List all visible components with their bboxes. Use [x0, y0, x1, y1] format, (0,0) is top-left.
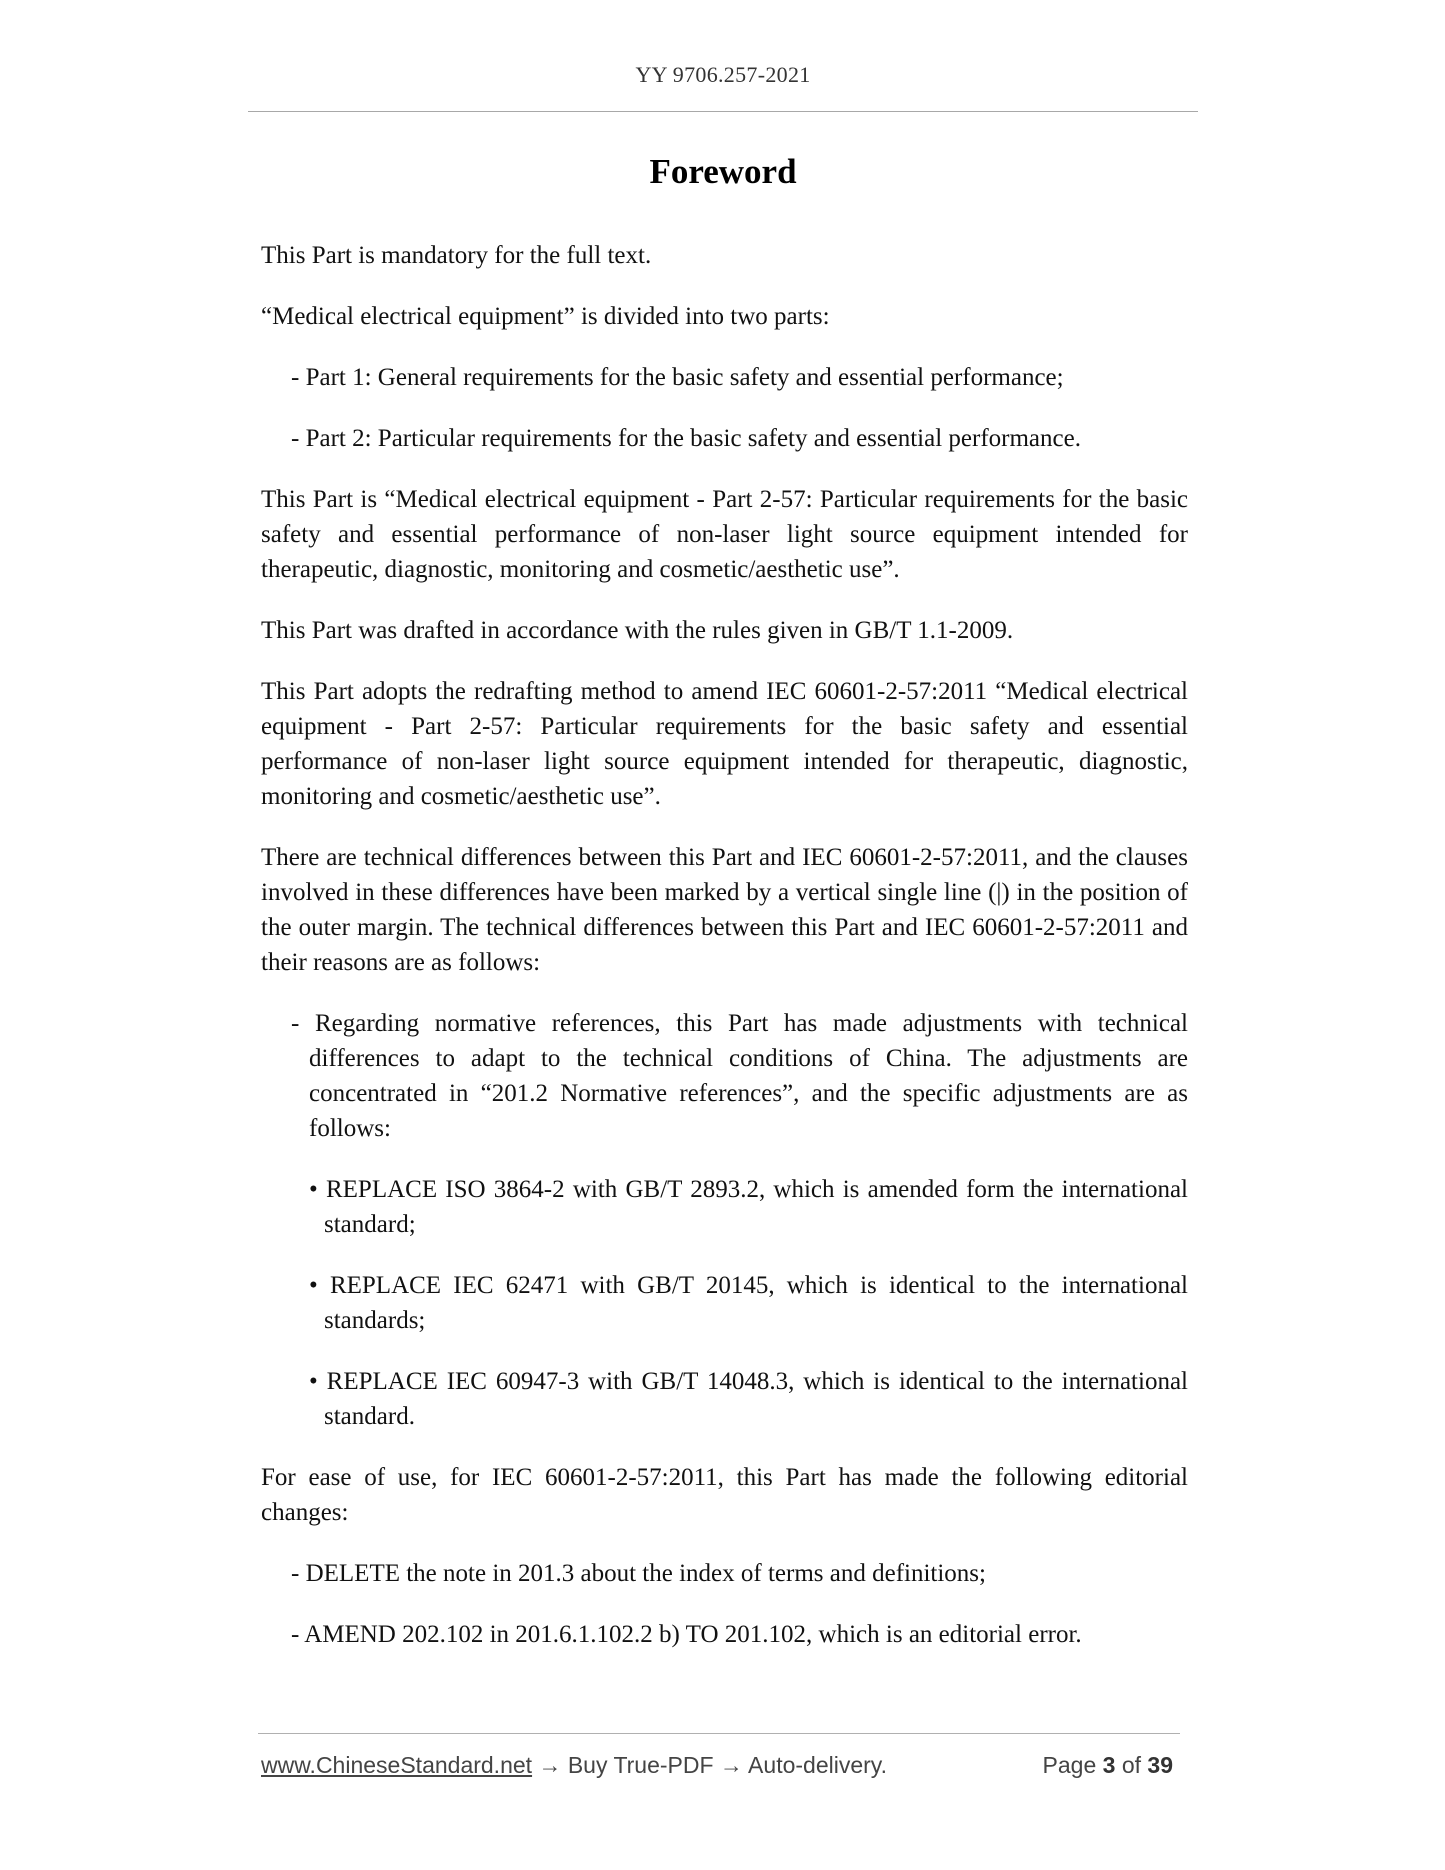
list-item-part-2: - Part 2: Particular requirements for the basic safety and essential performance.	[291, 425, 1081, 452]
total-pages-number: 39	[1147, 1752, 1173, 1778]
bullet-replace-iec-60947-3: • REPLACE IEC 60947-3 with GB/T 14048.3, which is identical to the international standard.	[309, 1368, 1188, 1430]
paragraph-redrafting-method: This Part adopts the redrafting method to amend IEC 60601-2-57:2011 “Medical electrical equipment - Part 2-57: Particular requirements for the basic safety and essential performance of non-laser light source equipment intended for therapeutic, diagnostic, monitoring and cosmetic/aesthetic use”.	[261, 678, 1188, 810]
footer-promo	[261, 1752, 887, 1779]
foreword-body	[261, 238, 1188, 1678]
list-item-delete-note: - DELETE the note in 201.3 about the index of terms and definitions;	[291, 1560, 986, 1587]
paragraph-mandatory: This Part is mandatory for the full text.	[261, 242, 652, 269]
site-link[interactable]: www.ChineseStandard.net	[261, 1752, 533, 1778]
header-divider	[248, 111, 1198, 112]
page-label: Page	[1042, 1752, 1103, 1778]
page-indicator	[1043, 1752, 1173, 1779]
footer-promo-text: → Buy True-PDF → Auto-delivery.	[532, 1752, 887, 1778]
bullet-replace-iec-62471: • REPLACE IEC 62471 with GB/T 20145, which is identical to the international standards;	[309, 1272, 1188, 1334]
page-title: Foreword	[649, 152, 797, 191]
of-label: of	[1115, 1752, 1148, 1778]
list-item-normative-references: - Regarding normative references, this Part has made adjustments with technical differences to adapt to the technical conditions of China. The adjustments are concentrated in “201.2 Normative references”, and the specific adjustments are as follows:	[291, 1010, 1188, 1142]
list-item-amend-reference: - AMEND 202.102 in 201.6.1.102.2 b) TO 201.102, which is an editorial error.	[291, 1621, 1082, 1648]
paragraph-drafting-rules: This Part was drafted in accordance with the rules given in GB/T 1.1-2009.	[261, 617, 1014, 644]
footer-divider	[258, 1733, 1180, 1734]
document-code-header: YY 9706.257-2021	[635, 62, 811, 87]
paragraph-part-title: This Part is “Medical electrical equipment - Part 2-57: Particular requirements for the basic safety and essential performance of non-laser light source equipment intended for therapeutic, diagnostic, monitoring and cosmetic/aesthetic use”.	[261, 486, 1188, 583]
bullet-replace-iso-3864-2: • REPLACE ISO 3864-2 with GB/T 2893.2, which is amended form the international standard;	[309, 1176, 1188, 1238]
paragraph-technical-differences: There are technical differences between this Part and IEC 60601-2-57:2011, and the clauses involved in these differences have been marked by a vertical single line (|) in the position of the outer margin. The technical differences between this Part and IEC 60601-2-57:2011 and their reasons are as follows:	[261, 844, 1188, 976]
paragraph-division: “Medical electrical equipment” is divided into two parts:	[261, 303, 830, 330]
paragraph-editorial-changes: For ease of use, for IEC 60601-2-57:2011, this Part has made the following editorial changes:	[261, 1464, 1188, 1526]
current-page-number: 3	[1102, 1752, 1116, 1778]
list-item-part-1: - Part 1: General requirements for the basic safety and essential performance;	[291, 364, 1064, 391]
